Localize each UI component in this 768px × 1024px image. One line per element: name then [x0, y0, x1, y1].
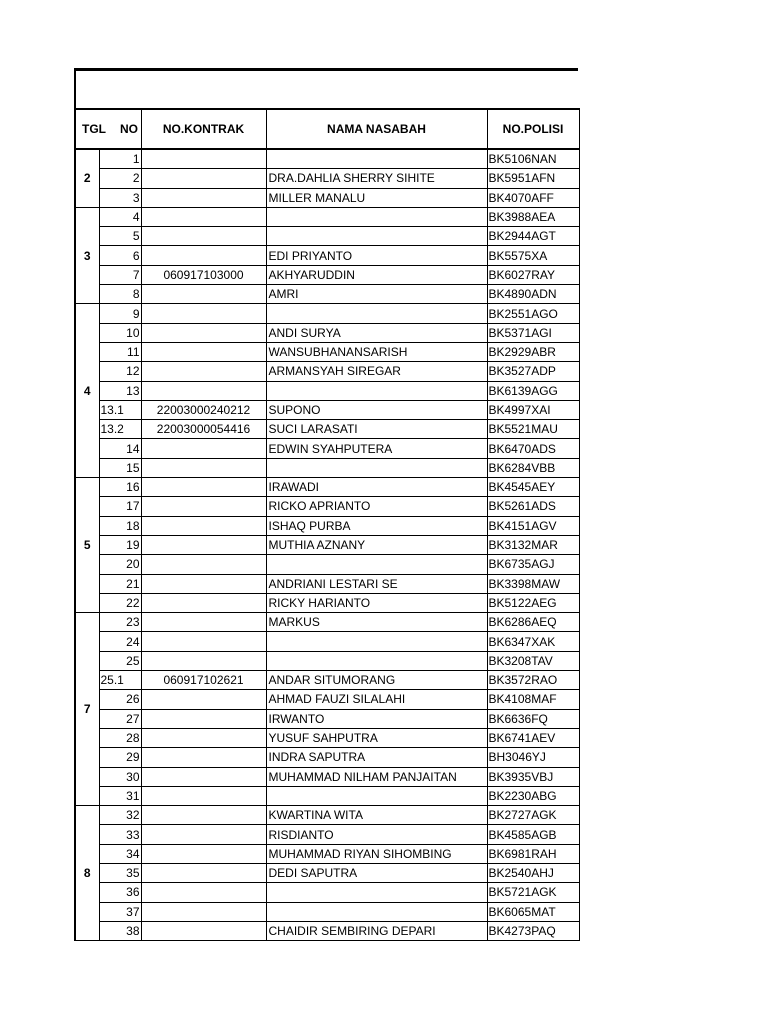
cell-no[interactable]: 27: [99, 709, 141, 728]
table-row: [75, 207, 579, 226]
cell-polisi[interactable]: BK6065MAT: [487, 902, 579, 921]
header-no: NO: [120, 122, 138, 136]
data-table: [74, 108, 580, 941]
cell-nama[interactable]: [266, 651, 487, 670]
cell-polisi[interactable]: BK5521MAU: [487, 420, 579, 439]
cell-nama[interactable]: [266, 786, 487, 805]
table-row: [75, 613, 579, 632]
cell-no[interactable]: 13.2: [99, 420, 141, 439]
cell-tgl[interactable]: 2: [75, 149, 99, 207]
cell-nama[interactable]: [266, 555, 487, 574]
cell-kontrak[interactable]: [141, 497, 266, 516]
cell-polisi[interactable]: BK3398MAW: [487, 574, 579, 593]
cell-kontrak[interactable]: [141, 342, 266, 361]
cell-kontrak[interactable]: [141, 535, 266, 554]
table-row: [75, 555, 579, 574]
cell-kontrak[interactable]: [141, 304, 266, 323]
cell-kontrak[interactable]: [141, 786, 266, 805]
cell-kontrak[interactable]: [141, 709, 266, 728]
cell-no[interactable]: 6: [99, 246, 141, 265]
cell-nama[interactable]: MILLER MANALU: [266, 188, 487, 207]
cell-no[interactable]: 25: [99, 651, 141, 670]
cell-kontrak[interactable]: [141, 169, 266, 188]
cell-nama[interactable]: IRAWADI: [266, 478, 487, 497]
cell-polisi[interactable]: BK3132MAR: [487, 535, 579, 554]
table-row: [75, 246, 579, 265]
cell-no[interactable]: 38: [99, 921, 141, 940]
table-row: [75, 439, 579, 458]
cell-polisi[interactable]: BK4997XAI: [487, 400, 579, 419]
table-row: [75, 497, 579, 516]
cell-tgl[interactable]: 5: [75, 478, 99, 613]
table-row: [75, 709, 579, 728]
cell-kontrak[interactable]: 060917103000: [141, 265, 266, 284]
table-row: [75, 806, 579, 825]
cell-nama[interactable]: ANDI SURYA: [266, 323, 487, 342]
cell-kontrak[interactable]: [141, 863, 266, 882]
cell-no[interactable]: 3: [99, 188, 141, 207]
table-row: [75, 381, 579, 400]
cell-polisi[interactable]: BK6139AGG: [487, 381, 579, 400]
cell-polisi[interactable]: BK6735AGJ: [487, 555, 579, 574]
cell-kontrak[interactable]: [141, 593, 266, 612]
cell-kontrak[interactable]: 22003000054416: [141, 420, 266, 439]
cell-polisi[interactable]: BK4273PAQ: [487, 921, 579, 940]
cell-kontrak[interactable]: [141, 690, 266, 709]
cell-nama[interactable]: YUSUF SAHPUTRA: [266, 728, 487, 747]
cell-kontrak[interactable]: [141, 613, 266, 632]
cell-polisi[interactable]: BK6284VBB: [487, 458, 579, 477]
header-row: [75, 109, 579, 149]
cell-nama[interactable]: MARKUS: [266, 613, 487, 632]
cell-nama[interactable]: [266, 227, 487, 246]
cell-no[interactable]: 21: [99, 574, 141, 593]
table-row: [75, 632, 579, 651]
table-row: [75, 169, 579, 188]
cell-kontrak[interactable]: [141, 478, 266, 497]
cell-no[interactable]: 11: [99, 342, 141, 361]
table-row: [75, 149, 579, 169]
cell-polisi[interactable]: BK5371AGI: [487, 323, 579, 342]
cell-polisi[interactable]: BK5721AGK: [487, 883, 579, 902]
cell-kontrak[interactable]: [141, 651, 266, 670]
cell-no[interactable]: 14: [99, 439, 141, 458]
cell-polisi[interactable]: BK4890ADN: [487, 285, 579, 304]
cell-nama[interactable]: ISHAQ PURBA: [266, 516, 487, 535]
table-row: [75, 188, 579, 207]
cell-kontrak[interactable]: [141, 227, 266, 246]
title-bar: [74, 68, 578, 108]
table-row: [75, 767, 579, 786]
cell-polisi[interactable]: BK6286AEQ: [487, 613, 579, 632]
cell-nama[interactable]: RICKO APRIANTO: [266, 497, 487, 516]
cell-polisi[interactable]: BK3988AEA: [487, 207, 579, 226]
table-body: [75, 149, 579, 941]
table-row: [75, 593, 579, 612]
table-row: [75, 574, 579, 593]
cell-nama[interactable]: [266, 304, 487, 323]
cell-nama[interactable]: [266, 458, 487, 477]
table-row: [75, 690, 579, 709]
table-row: [75, 863, 579, 882]
cell-kontrak[interactable]: [141, 728, 266, 747]
cell-kontrak[interactable]: [141, 555, 266, 574]
cell-kontrak[interactable]: [141, 632, 266, 651]
table-row: [75, 728, 579, 747]
cell-polisi[interactable]: BK3572RAO: [487, 671, 579, 690]
cell-polisi[interactable]: BK6981RAH: [487, 844, 579, 863]
cell-kontrak[interactable]: [141, 767, 266, 786]
cell-polisi[interactable]: BK4108MAF: [487, 690, 579, 709]
cell-no[interactable]: 37: [99, 902, 141, 921]
cell-polisi[interactable]: BK5106NAN: [487, 149, 579, 169]
cell-polisi[interactable]: BK5122AEG: [487, 593, 579, 612]
cell-kontrak[interactable]: [141, 188, 266, 207]
cell-kontrak[interactable]: [141, 285, 266, 304]
cell-polisi[interactable]: BK6347XAK: [487, 632, 579, 651]
cell-kontrak[interactable]: [141, 246, 266, 265]
header-kontrak: NO.KONTRAK: [141, 109, 266, 149]
cell-no[interactable]: 28: [99, 728, 141, 747]
cell-kontrak[interactable]: [141, 825, 266, 844]
cell-nama[interactable]: ANDAR SITUMORANG: [266, 671, 487, 690]
cell-nama[interactable]: DEDI SAPUTRA: [266, 863, 487, 882]
cell-no[interactable]: 33: [99, 825, 141, 844]
cell-no[interactable]: 12: [99, 362, 141, 381]
cell-polisi[interactable]: BK6470ADS: [487, 439, 579, 458]
cell-nama[interactable]: [266, 902, 487, 921]
cell-polisi[interactable]: BK6027RAY: [487, 265, 579, 284]
cell-nama[interactable]: [266, 632, 487, 651]
cell-no[interactable]: 32: [99, 806, 141, 825]
cell-no[interactable]: 19: [99, 535, 141, 554]
cell-polisi[interactable]: BK6741AEV: [487, 728, 579, 747]
cell-no[interactable]: 23: [99, 613, 141, 632]
cell-nama[interactable]: [266, 883, 487, 902]
cell-nama[interactable]: CHAIDIR SEMBIRING DEPARI: [266, 921, 487, 940]
cell-nama[interactable]: EDWIN SYAHPUTERA: [266, 439, 487, 458]
cell-kontrak[interactable]: [141, 149, 266, 169]
cell-nama[interactable]: ANDRIANI LESTARI SE: [266, 574, 487, 593]
cell-no[interactable]: 18: [99, 516, 141, 535]
cell-kontrak[interactable]: [141, 516, 266, 535]
table-row: [75, 265, 579, 284]
cell-no[interactable]: 29: [99, 748, 141, 767]
cell-polisi[interactable]: BK2944AGT: [487, 227, 579, 246]
cell-polisi[interactable]: BK3527ADP: [487, 362, 579, 381]
table-row: [75, 323, 579, 342]
cell-nama[interactable]: [266, 207, 487, 226]
header-tgl-no: [75, 109, 141, 149]
table-row: [75, 458, 579, 477]
cell-polisi[interactable]: BH3046YJ: [487, 748, 579, 767]
cell-no[interactable]: 8: [99, 285, 141, 304]
cell-nama[interactable]: MUHAMMAD RIYAN SIHOMBING: [266, 844, 487, 863]
cell-kontrak[interactable]: [141, 844, 266, 863]
cell-tgl[interactable]: 4: [75, 304, 99, 478]
cell-no[interactable]: 2: [99, 169, 141, 188]
cell-kontrak[interactable]: [141, 902, 266, 921]
cell-no[interactable]: 5: [99, 227, 141, 246]
cell-no[interactable]: 10: [99, 323, 141, 342]
header-tgl: TGL: [82, 122, 106, 136]
cell-no[interactable]: 24: [99, 632, 141, 651]
cell-polisi[interactable]: BK3935VBJ: [487, 767, 579, 786]
cell-tgl[interactable]: 7: [75, 613, 99, 806]
cell-kontrak[interactable]: 060917102621: [141, 671, 266, 690]
cell-kontrak[interactable]: [141, 381, 266, 400]
cell-polisi[interactable]: BK4151AGV: [487, 516, 579, 535]
cell-nama[interactable]: KWARTINA WITA: [266, 806, 487, 825]
cell-nama[interactable]: SUCI LARASATI: [266, 420, 487, 439]
cell-nama[interactable]: AMRI: [266, 285, 487, 304]
cell-no[interactable]: 13: [99, 381, 141, 400]
cell-no[interactable]: 26: [99, 690, 141, 709]
table-row: [75, 671, 579, 690]
cell-no[interactable]: 34: [99, 844, 141, 863]
table-row: [75, 883, 579, 902]
cell-polisi[interactable]: BK4585AGB: [487, 825, 579, 844]
cell-no[interactable]: 31: [99, 786, 141, 805]
cell-polisi[interactable]: BK2929ABR: [487, 342, 579, 361]
cell-polisi[interactable]: BK4545AEY: [487, 478, 579, 497]
cell-kontrak[interactable]: [141, 362, 266, 381]
cell-kontrak[interactable]: [141, 748, 266, 767]
cell-no[interactable]: 9: [99, 304, 141, 323]
cell-tgl[interactable]: 3: [75, 207, 99, 303]
cell-kontrak[interactable]: [141, 207, 266, 226]
cell-kontrak[interactable]: [141, 883, 266, 902]
table-row: [75, 478, 579, 497]
cell-kontrak[interactable]: [141, 574, 266, 593]
table-row: [75, 342, 579, 361]
table-row: [75, 362, 579, 381]
table-row: [75, 285, 579, 304]
cell-no[interactable]: 7: [99, 265, 141, 284]
cell-polisi[interactable]: BK2230ABG: [487, 786, 579, 805]
table-row: [75, 535, 579, 554]
cell-tgl[interactable]: 8: [75, 806, 99, 941]
cell-polisi[interactable]: BK4070AFF: [487, 188, 579, 207]
cell-kontrak[interactable]: [141, 806, 266, 825]
table-row: [75, 516, 579, 535]
cell-no[interactable]: 4: [99, 207, 141, 226]
cell-no[interactable]: 35: [99, 863, 141, 882]
cell-no[interactable]: 1: [99, 149, 141, 169]
cell-nama[interactable]: RICKY HARIANTO: [266, 593, 487, 612]
table-row: [75, 844, 579, 863]
cell-nama[interactable]: [266, 381, 487, 400]
table-row: [75, 921, 579, 940]
cell-no[interactable]: 30: [99, 767, 141, 786]
cell-polisi[interactable]: BK2727AGK: [487, 806, 579, 825]
cell-nama[interactable]: AKHYARUDDIN: [266, 265, 487, 284]
table-row: [75, 825, 579, 844]
cell-nama[interactable]: DRA.DAHLIA SHERRY SIHITE: [266, 169, 487, 188]
cell-nama[interactable]: INDRA SAPUTRA: [266, 748, 487, 767]
cell-no[interactable]: 36: [99, 883, 141, 902]
table-row: [75, 748, 579, 767]
cell-polisi[interactable]: BK2540AHJ: [487, 863, 579, 882]
cell-nama[interactable]: RISDIANTO: [266, 825, 487, 844]
table-row: [75, 400, 579, 419]
cell-no[interactable]: 17: [99, 497, 141, 516]
table-row: [75, 420, 579, 439]
cell-no[interactable]: 22: [99, 593, 141, 612]
header-nama: NAMA NASABAH: [266, 109, 487, 149]
header-polisi: NO.POLISI: [487, 109, 579, 149]
cell-kontrak[interactable]: 22003000240212: [141, 400, 266, 419]
table-row: [75, 227, 579, 246]
cell-polisi[interactable]: BK3208TAV: [487, 651, 579, 670]
cell-nama[interactable]: [266, 149, 487, 169]
cell-no[interactable]: 20: [99, 555, 141, 574]
cell-polisi[interactable]: BK6636FQ: [487, 709, 579, 728]
cell-no[interactable]: 13.1: [99, 400, 141, 419]
cell-nama[interactable]: MUTHIA AZNANY: [266, 535, 487, 554]
cell-polisi[interactable]: BK5951AFN: [487, 169, 579, 188]
cell-kontrak[interactable]: [141, 323, 266, 342]
cell-no[interactable]: 15: [99, 458, 141, 477]
cell-nama[interactable]: MUHAMMAD NILHAM PANJAITAN: [266, 767, 487, 786]
cell-polisi[interactable]: BK2551AGO: [487, 304, 579, 323]
cell-polisi[interactable]: BK5575XA: [487, 246, 579, 265]
table-row: [75, 651, 579, 670]
cell-no[interactable]: 25.1: [99, 671, 141, 690]
cell-nama[interactable]: AHMAD FAUZI SILALAHI: [266, 690, 487, 709]
cell-nama[interactable]: SUPONO: [266, 400, 487, 419]
cell-nama[interactable]: EDI PRIYANTO: [266, 246, 487, 265]
table-row: [75, 786, 579, 805]
cell-kontrak[interactable]: [141, 458, 266, 477]
cell-kontrak[interactable]: [141, 921, 266, 940]
table-row: [75, 902, 579, 921]
cell-nama[interactable]: WANSUBHANANSARISH: [266, 342, 487, 361]
cell-nama[interactable]: ARMANSYAH SIREGAR: [266, 362, 487, 381]
cell-polisi[interactable]: BK5261ADS: [487, 497, 579, 516]
cell-no[interactable]: 16: [99, 478, 141, 497]
cell-kontrak[interactable]: [141, 439, 266, 458]
cell-nama[interactable]: IRWANTO: [266, 709, 487, 728]
table-row: [75, 304, 579, 323]
